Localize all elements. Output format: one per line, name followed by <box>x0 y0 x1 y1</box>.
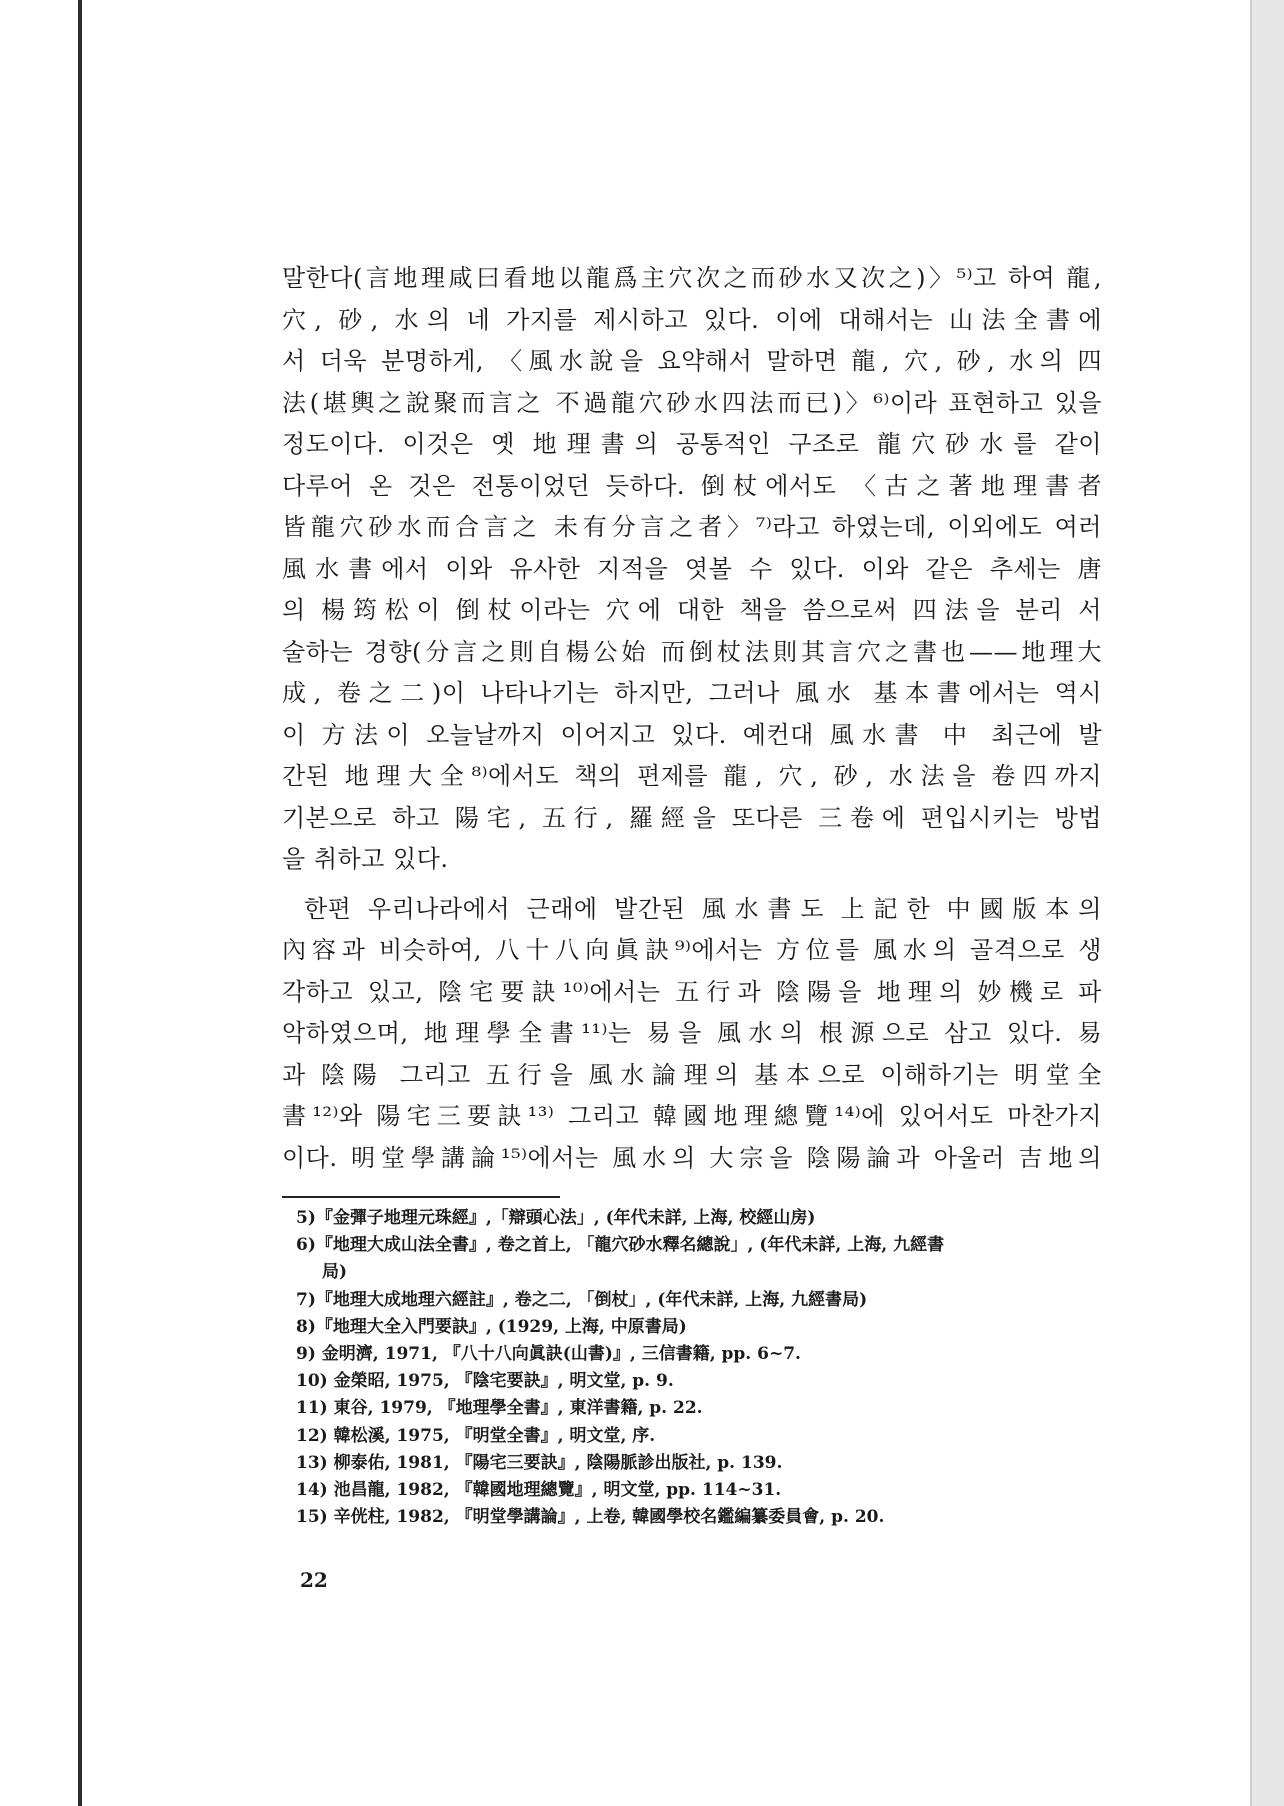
body-line: 이다. 明堂學講論¹⁵⁾에서는 風水의 大宗을 陰陽論과 아울러 吉地의 <box>282 1143 1102 1172</box>
body-line: 과 陰陽 그리고 五行을 風水論理의 基本으로 이해하기는 明堂全 <box>282 1060 1102 1089</box>
body-line: 皆龍穴砂水而合言之 未有分言之者〉⁷⁾라고 하였는데, 이외에도 여러 <box>282 513 1102 541</box>
footnote: 15) 辛侊柱, 1982, 『明堂學講論』, 上卷, 韓國學校名鑑編纂委員會, p. 20. <box>296 1507 885 1528</box>
paragraph-gap <box>282 881 1102 889</box>
body-line: 다루어 온 것은 전통이었던 듯하다. 倒杖에서도 〈古之著地理書者 <box>282 471 1102 500</box>
footnote: 7)『地理大成地理六經註』, 卷之二, 「倒杖」, (年代未詳, 上海, 九經書局) <box>296 1289 868 1310</box>
body-line: 이 方法이 오늘날까지 이어지고 있다. 예컨대 風水書 中 최근에 발 <box>282 720 1102 749</box>
body-line: 의 楊筠松이 倒杖이라는 穴에 대한 책을 씀으로써 四法을 분리 서 <box>282 596 1102 624</box>
body-line: 內容과 비슷하여, 八十八向眞訣⁹⁾에서는 方位를 風水의 골격으로 생 <box>282 936 1102 964</box>
body-line: 穴, 砂, 水의 네 가지를 제시하고 있다. 이에 대해서는 山法全書에 <box>282 305 1102 334</box>
footnote-continuation: 局) <box>322 1262 348 1283</box>
page-number: 22 <box>300 1568 328 1592</box>
footnote: 6)『地理大成山法全書』, 卷之首上, 「龍穴砂水釋名總說」, (年代未詳, 上海, 九經書 <box>296 1235 945 1256</box>
footnote: 14) 池昌龍, 1982, 『韓國地理總覽』, 明文堂, pp. 114~31. <box>296 1480 782 1501</box>
body-line: 한편 우리나라에서 근래에 발간된 風水書도 上記한 中國版本의 <box>304 894 1102 923</box>
body-line: 을 취하고 있다. <box>282 845 449 873</box>
body-line: 書¹²⁾와 陽宅三要訣¹³⁾ 그리고 韓國地理總覽¹⁴⁾에 있어서도 마찬가지 <box>282 1102 1102 1130</box>
footnote: 11) 東谷, 1979, 『地理學全書』, 東洋書籍, p. 22. <box>296 1398 703 1419</box>
footnote: 9) 金明濟, 1971, 『八十八向眞訣(山書)』, 三信書籍, pp. 6~7. <box>296 1344 801 1365</box>
page-right-margin <box>1252 0 1284 1806</box>
body-line: 간된 地理大全⁸⁾에서도 책의 편제를 龍, 穴, 砂, 水法을 卷四까지 <box>282 762 1102 790</box>
body-line: 각하고 있고, 陰宅要訣¹⁰⁾에서는 五行과 陰陽을 地理의 妙機로 파 <box>282 977 1102 1006</box>
body-line: 서 더욱 분명하게, 〈風水說을 요약해서 말하면 龍, 穴, 砂, 水의 四 <box>282 347 1102 375</box>
footnote: 12) 韓松溪, 1975, 『明堂全書』, 明文堂, 序. <box>296 1425 656 1446</box>
footnote-divider <box>282 1196 560 1198</box>
body-line: 악하였으며, 地理學全書¹¹⁾는 易을 風水의 根源으로 삼고 있다. 易 <box>282 1019 1102 1047</box>
footnotes <box>296 1205 1106 1531</box>
body-line: 成, 卷之二)이 나타나기는 하지만, 그러나 風水 基本書에서는 역시 <box>282 679 1102 707</box>
footnote: 8)『地理大全入門要訣』, (1929, 上海, 中原書局) <box>296 1316 687 1337</box>
footnote: 5)『金彈子地理元珠經』,「辯頭心法」, (年代未詳, 上海, 校經山房) <box>296 1208 816 1228</box>
body-line: 風水書에서 이와 유사한 지적을 엿볼 수 있다. 이와 같은 추세는 唐 <box>282 554 1102 583</box>
body-line: 기본으로 하고 陽宅, 五行, 羅經을 또다른 三卷에 편입시키는 방법 <box>282 803 1102 832</box>
footnote: 13) 柳泰佑, 1981, 『陽宅三要訣』, 陰陽脈診出版社, p. 139. <box>296 1452 783 1473</box>
body-line: 술하는 경향(分言之則自楊公始 而倒杖法則其言穴之書也——地理大 <box>282 637 1102 666</box>
body-line: 정도이다. 이것은 옛 地理書의 공통적인 구조로 龍穴砂水를 같이 <box>282 430 1102 458</box>
body-text <box>282 258 1102 1179</box>
body-line: 말한다(言地理咸曰看地以龍爲主穴次之而砂水又次之)〉⁵⁾고 하여 龍, <box>282 264 1102 292</box>
body-line: 法(堪輿之說聚而言之 不過龍穴砂水四法而已)〉⁶⁾이라 표현하고 있을 <box>282 388 1102 417</box>
footnote: 10) 金榮昭, 1975, 『陰宅要訣』, 明文堂, p. 9. <box>296 1371 674 1392</box>
